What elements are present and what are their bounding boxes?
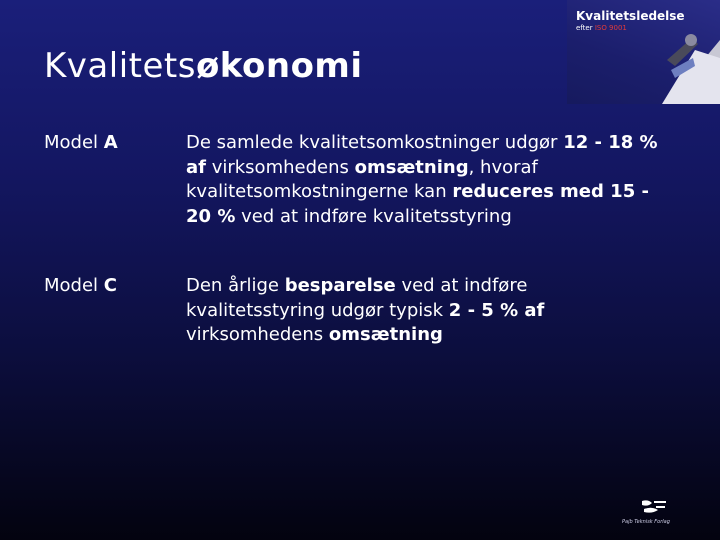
logo-iso: ISO 9001 xyxy=(594,24,627,32)
logo-title: Kvalitetsledelse xyxy=(576,9,685,23)
text-segment: omsætning xyxy=(328,324,443,345)
model-c-label: Model C xyxy=(44,275,117,296)
logo-subtitle: efter ISO 9001 xyxy=(576,24,627,32)
model-a-label: Model A xyxy=(44,132,118,153)
publisher-name: Pajb Teknisk Forlag xyxy=(622,519,670,525)
text-segment: ved at indføre kvalitetsstyring xyxy=(235,205,512,227)
title-part1: Kvalitets xyxy=(44,46,196,86)
text-segment: omsætning xyxy=(354,156,469,178)
text-segment: Den årlige xyxy=(186,275,285,296)
text-segment: virksomhedens xyxy=(205,156,355,178)
publisher-logo xyxy=(620,497,688,531)
title-part2: økonomi xyxy=(195,46,363,86)
corner-book-logo xyxy=(567,0,720,104)
model-c-text xyxy=(186,274,666,348)
text-segment: 12 - 18 % af xyxy=(186,132,658,178)
publisher-logo-icon xyxy=(638,497,668,519)
text-segment: virksomhedens xyxy=(186,324,329,345)
text-segment: De samlede kvalitetsomkostninger udgør xyxy=(186,132,564,153)
slide-title xyxy=(44,46,363,86)
text-segment: 2 - 5 % af xyxy=(448,299,545,321)
model-a-text xyxy=(186,131,666,229)
text-segment: besparelse xyxy=(284,275,396,296)
text-segment: , hvoraf kvalitetsomkostningerne kan xyxy=(186,156,538,202)
text-segment: reduceres med 15 - 20 % xyxy=(186,181,649,227)
text-segment: ved at indføre kvalitetsstyring udgør typisk xyxy=(186,275,528,321)
